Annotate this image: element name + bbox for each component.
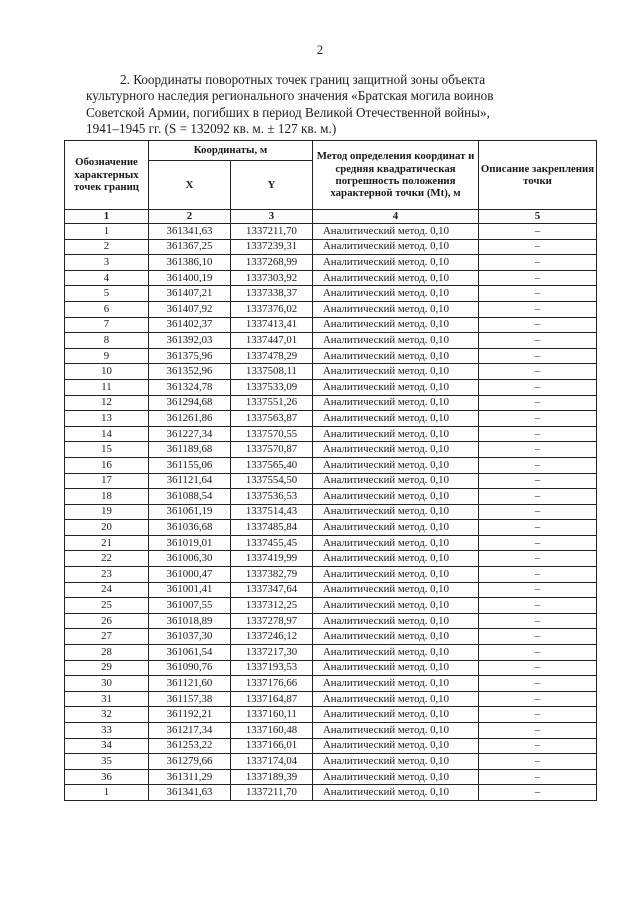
table-row — [65, 504, 597, 520]
x-coordinate-cell: 361155,06 — [149, 457, 231, 473]
y-coordinate-cell: 1337211,70 — [231, 224, 313, 240]
y-coordinate-cell: 1337514,43 — [231, 504, 313, 520]
point-id-cell: 6 — [65, 301, 149, 317]
description-cell: – — [479, 598, 597, 614]
y-coordinate-cell: 1337338,37 — [231, 286, 313, 302]
point-id-cell: 12 — [65, 395, 149, 411]
x-coordinate-cell: 361061,54 — [149, 645, 231, 661]
y-coordinate-cell: 1337382,79 — [231, 567, 313, 583]
method-cell: Аналитический метод. 0,10 — [313, 317, 479, 333]
x-coordinate-cell: 361311,29 — [149, 769, 231, 785]
method-cell: Аналитический метод. 0,10 — [313, 473, 479, 489]
x-coordinate-cell: 361121,60 — [149, 676, 231, 692]
point-id-cell: 25 — [65, 598, 149, 614]
point-id-cell: 14 — [65, 426, 149, 442]
description-cell: – — [479, 691, 597, 707]
y-coordinate-cell: 1337565,40 — [231, 457, 313, 473]
description-cell: – — [479, 754, 597, 770]
method-cell: Аналитический метод. 0,10 — [313, 270, 479, 286]
y-coordinate-cell: 1337419,99 — [231, 551, 313, 567]
table-row — [65, 270, 597, 286]
x-coordinate-cell: 361090,76 — [149, 660, 231, 676]
table-row — [65, 598, 597, 614]
x-coordinate-cell: 361037,30 — [149, 629, 231, 645]
table-row — [65, 613, 597, 629]
x-coordinate-cell: 361007,55 — [149, 598, 231, 614]
table-row — [65, 442, 597, 458]
description-cell: – — [479, 738, 597, 754]
method-cell: Аналитический метод. 0,10 — [313, 660, 479, 676]
point-id-cell: 7 — [65, 317, 149, 333]
y-coordinate-cell: 1337570,55 — [231, 426, 313, 442]
description-cell: – — [479, 473, 597, 489]
method-cell: Аналитический метод. 0,10 — [313, 457, 479, 473]
point-id-cell: 31 — [65, 691, 149, 707]
method-cell: Аналитический метод. 0,10 — [313, 239, 479, 255]
y-coordinate-cell: 1337189,39 — [231, 769, 313, 785]
y-coordinate-cell: 1337176,66 — [231, 676, 313, 692]
x-coordinate-cell: 361367,25 — [149, 239, 231, 255]
point-id-cell: 5 — [65, 286, 149, 302]
table-row — [65, 707, 597, 723]
method-cell: Аналитический метод. 0,10 — [313, 379, 479, 395]
description-cell: – — [479, 411, 597, 427]
table-row — [65, 364, 597, 380]
table-row — [65, 676, 597, 692]
y-coordinate-cell: 1337447,01 — [231, 333, 313, 349]
description-cell: – — [479, 239, 597, 255]
method-cell: Аналитический метод. 0,10 — [313, 582, 479, 598]
point-id-cell: 1 — [65, 224, 149, 240]
method-cell: Аналитический метод. 0,10 — [313, 629, 479, 645]
description-cell: – — [479, 270, 597, 286]
method-cell: Аналитический метод. 0,10 — [313, 442, 479, 458]
x-coordinate-cell: 361018,89 — [149, 613, 231, 629]
point-id-cell: 33 — [65, 723, 149, 739]
method-cell: Аналитический метод. 0,10 — [313, 754, 479, 770]
description-cell: – — [479, 551, 597, 567]
description-cell: – — [479, 785, 597, 801]
method-cell: Аналитический метод. 0,10 — [313, 333, 479, 349]
section-paragraph — [86, 72, 574, 137]
method-cell: Аналитический метод. 0,10 — [313, 255, 479, 271]
x-coordinate-cell: 361392,03 — [149, 333, 231, 349]
column-number-row — [65, 210, 597, 224]
table-row — [65, 426, 597, 442]
point-id-cell: 28 — [65, 645, 149, 661]
point-id-cell: 21 — [65, 535, 149, 551]
point-id-cell: 17 — [65, 473, 149, 489]
table-row — [65, 224, 597, 240]
point-id-cell: 26 — [65, 613, 149, 629]
table-row — [65, 411, 597, 427]
method-cell: Аналитический метод. 0,10 — [313, 551, 479, 567]
x-coordinate-cell: 361000,47 — [149, 567, 231, 583]
table-row — [65, 645, 597, 661]
column-number: 3 — [231, 210, 313, 224]
method-cell: Аналитический метод. 0,10 — [313, 645, 479, 661]
point-id-cell: 22 — [65, 551, 149, 567]
point-id-cell: 9 — [65, 348, 149, 364]
y-coordinate-cell: 1337413,41 — [231, 317, 313, 333]
coordinates-table — [64, 140, 597, 801]
header-method: Метод определения координат и средняя квадратическая погрешность положения характерной точки (Mt), м — [313, 141, 479, 210]
description-cell: – — [479, 348, 597, 364]
point-id-cell: 30 — [65, 676, 149, 692]
table-row — [65, 301, 597, 317]
x-coordinate-cell: 361192,21 — [149, 707, 231, 723]
x-coordinate-cell: 361227,34 — [149, 426, 231, 442]
page-number: 2 — [316, 42, 324, 57]
table-row — [65, 738, 597, 754]
method-cell: Аналитический метод. 0,10 — [313, 785, 479, 801]
method-cell: Аналитический метод. 0,10 — [313, 613, 479, 629]
column-number: 1 — [65, 210, 149, 224]
x-coordinate-cell: 361375,96 — [149, 348, 231, 364]
table-row — [65, 239, 597, 255]
description-cell: – — [479, 504, 597, 520]
x-coordinate-cell: 361341,63 — [149, 785, 231, 801]
method-cell: Аналитический метод. 0,10 — [313, 301, 479, 317]
point-id-cell: 35 — [65, 754, 149, 770]
y-coordinate-cell: 1337174,04 — [231, 754, 313, 770]
method-cell: Аналитический метод. 0,10 — [313, 598, 479, 614]
y-coordinate-cell: 1337160,48 — [231, 723, 313, 739]
description-cell: – — [479, 520, 597, 536]
table-row — [65, 769, 597, 785]
x-coordinate-cell: 361294,68 — [149, 395, 231, 411]
point-id-cell: 3 — [65, 255, 149, 271]
point-id-cell: 19 — [65, 504, 149, 520]
y-coordinate-cell: 1337278,97 — [231, 613, 313, 629]
description-cell: – — [479, 301, 597, 317]
column-number: 4 — [313, 210, 479, 224]
description-cell: – — [479, 582, 597, 598]
point-id-cell: 1 — [65, 785, 149, 801]
x-coordinate-cell: 361400,19 — [149, 270, 231, 286]
y-coordinate-cell: 1337211,70 — [231, 785, 313, 801]
x-coordinate-cell: 361001,41 — [149, 582, 231, 598]
method-cell: Аналитический метод. 0,10 — [313, 411, 479, 427]
y-coordinate-cell: 1337347,64 — [231, 582, 313, 598]
table-row — [65, 660, 597, 676]
x-coordinate-cell: 361386,10 — [149, 255, 231, 271]
header-y: Y — [231, 161, 313, 210]
y-coordinate-cell: 1337246,12 — [231, 629, 313, 645]
point-id-cell: 10 — [65, 364, 149, 380]
method-cell: Аналитический метод. 0,10 — [313, 224, 479, 240]
method-cell: Аналитический метод. 0,10 — [313, 567, 479, 583]
description-cell: – — [479, 613, 597, 629]
y-coordinate-cell: 1337303,92 — [231, 270, 313, 286]
table-row — [65, 567, 597, 583]
point-id-cell: 8 — [65, 333, 149, 349]
x-coordinate-cell: 361036,68 — [149, 520, 231, 536]
x-coordinate-cell: 361407,92 — [149, 301, 231, 317]
method-cell: Аналитический метод. 0,10 — [313, 489, 479, 505]
description-cell: – — [479, 723, 597, 739]
table-row — [65, 723, 597, 739]
table-row — [65, 317, 597, 333]
method-cell: Аналитический метод. 0,10 — [313, 348, 479, 364]
point-id-cell: 32 — [65, 707, 149, 723]
y-coordinate-cell: 1337268,99 — [231, 255, 313, 271]
x-coordinate-cell: 361407,21 — [149, 286, 231, 302]
table-row — [65, 629, 597, 645]
point-id-cell: 34 — [65, 738, 149, 754]
y-coordinate-cell: 1337563,87 — [231, 411, 313, 427]
point-id-cell: 16 — [65, 457, 149, 473]
paragraph-line-1: 2. Координаты поворотных точек границ защитной зоны объекта — [120, 72, 486, 87]
description-cell: – — [479, 224, 597, 240]
description-cell: – — [479, 567, 597, 583]
point-id-cell: 13 — [65, 411, 149, 427]
point-id-cell: 27 — [65, 629, 149, 645]
y-coordinate-cell: 1337508,11 — [231, 364, 313, 380]
column-number: 5 — [479, 210, 597, 224]
x-coordinate-cell: 361217,34 — [149, 723, 231, 739]
table-row — [65, 691, 597, 707]
header-designation: Обозначение характерных точек границ — [65, 141, 149, 210]
description-cell: – — [479, 379, 597, 395]
description-cell: – — [479, 442, 597, 458]
method-cell: Аналитический метод. 0,10 — [313, 738, 479, 754]
table-row — [65, 395, 597, 411]
point-id-cell: 4 — [65, 270, 149, 286]
point-id-cell: 18 — [65, 489, 149, 505]
header-coordinates: Координаты, м — [149, 141, 313, 161]
description-cell: – — [479, 364, 597, 380]
y-coordinate-cell: 1337551,26 — [231, 395, 313, 411]
method-cell: Аналитический метод. 0,10 — [313, 395, 479, 411]
table-row — [65, 582, 597, 598]
description-cell: – — [479, 645, 597, 661]
point-id-cell: 20 — [65, 520, 149, 536]
point-id-cell: 29 — [65, 660, 149, 676]
description-cell: – — [479, 333, 597, 349]
y-coordinate-cell: 1337554,50 — [231, 473, 313, 489]
paragraph-line-2: культурного наследия регионального значения «Братская могила воинов — [86, 88, 494, 104]
y-coordinate-cell: 1337533,09 — [231, 379, 313, 395]
method-cell: Аналитический метод. 0,10 — [313, 520, 479, 536]
method-cell: Аналитический метод. 0,10 — [313, 426, 479, 442]
table-row — [65, 489, 597, 505]
paragraph-line-3: Советской Армии, погибших в период Великой Отечественной войны», — [86, 104, 490, 120]
y-coordinate-cell: 1337166,01 — [231, 738, 313, 754]
description-cell: – — [479, 707, 597, 723]
description-cell: – — [479, 426, 597, 442]
description-cell: – — [479, 395, 597, 411]
y-coordinate-cell: 1337478,29 — [231, 348, 313, 364]
x-coordinate-cell: 361261,86 — [149, 411, 231, 427]
y-coordinate-cell: 1337193,53 — [231, 660, 313, 676]
paragraph-line-4: 1941–1945 гг. (S = 132092 кв. м. ± 127 кв. м.) — [86, 120, 337, 136]
point-id-cell: 2 — [65, 239, 149, 255]
table-body — [65, 210, 597, 801]
method-cell: Аналитический метод. 0,10 — [313, 691, 479, 707]
y-coordinate-cell: 1337160,11 — [231, 707, 313, 723]
x-coordinate-cell: 361157,38 — [149, 691, 231, 707]
y-coordinate-cell: 1337376,02 — [231, 301, 313, 317]
description-cell: – — [479, 317, 597, 333]
method-cell: Аналитический метод. 0,10 — [313, 707, 479, 723]
method-cell: Аналитический метод. 0,10 — [313, 286, 479, 302]
x-coordinate-cell: 361352,96 — [149, 364, 231, 380]
point-id-cell: 15 — [65, 442, 149, 458]
header-description: Описание закрепления точки — [479, 141, 597, 210]
x-coordinate-cell: 361253,22 — [149, 738, 231, 754]
y-coordinate-cell: 1337217,30 — [231, 645, 313, 661]
y-coordinate-cell: 1337239,31 — [231, 239, 313, 255]
x-coordinate-cell: 361019,01 — [149, 535, 231, 551]
table-row — [65, 551, 597, 567]
x-coordinate-cell: 361121,64 — [149, 473, 231, 489]
x-coordinate-cell: 361189,68 — [149, 442, 231, 458]
table-row — [65, 379, 597, 395]
y-coordinate-cell: 1337455,45 — [231, 535, 313, 551]
x-coordinate-cell: 361324,78 — [149, 379, 231, 395]
y-coordinate-cell: 1337485,84 — [231, 520, 313, 536]
table-row — [65, 286, 597, 302]
table-row — [65, 457, 597, 473]
point-id-cell: 11 — [65, 379, 149, 395]
method-cell: Аналитический метод. 0,10 — [313, 535, 479, 551]
description-cell: – — [479, 769, 597, 785]
x-coordinate-cell: 361341,63 — [149, 224, 231, 240]
method-cell: Аналитический метод. 0,10 — [313, 676, 479, 692]
x-coordinate-cell: 361061,19 — [149, 504, 231, 520]
header-x: X — [149, 161, 231, 210]
method-cell: Аналитический метод. 0,10 — [313, 769, 479, 785]
y-coordinate-cell: 1337312,25 — [231, 598, 313, 614]
table-row — [65, 754, 597, 770]
x-coordinate-cell: 361088,54 — [149, 489, 231, 505]
y-coordinate-cell: 1337536,53 — [231, 489, 313, 505]
table-row — [65, 255, 597, 271]
point-id-cell: 23 — [65, 567, 149, 583]
table-row — [65, 473, 597, 489]
description-cell: – — [479, 660, 597, 676]
description-cell: – — [479, 286, 597, 302]
method-cell: Аналитический метод. 0,10 — [313, 723, 479, 739]
description-cell: – — [479, 629, 597, 645]
table-row — [65, 520, 597, 536]
table-row — [65, 348, 597, 364]
x-coordinate-cell: 361279,66 — [149, 754, 231, 770]
description-cell: – — [479, 676, 597, 692]
description-cell: – — [479, 535, 597, 551]
method-cell: Аналитический метод. 0,10 — [313, 364, 479, 380]
point-id-cell: 24 — [65, 582, 149, 598]
description-cell: – — [479, 489, 597, 505]
y-coordinate-cell: 1337570,87 — [231, 442, 313, 458]
table-row — [65, 785, 597, 801]
method-cell: Аналитический метод. 0,10 — [313, 504, 479, 520]
description-cell: – — [479, 255, 597, 271]
column-number: 2 — [149, 210, 231, 224]
x-coordinate-cell: 361006,30 — [149, 551, 231, 567]
x-coordinate-cell: 361402,37 — [149, 317, 231, 333]
table-row — [65, 333, 597, 349]
point-id-cell: 36 — [65, 769, 149, 785]
table-row — [65, 535, 597, 551]
y-coordinate-cell: 1337164,87 — [231, 691, 313, 707]
description-cell: – — [479, 457, 597, 473]
